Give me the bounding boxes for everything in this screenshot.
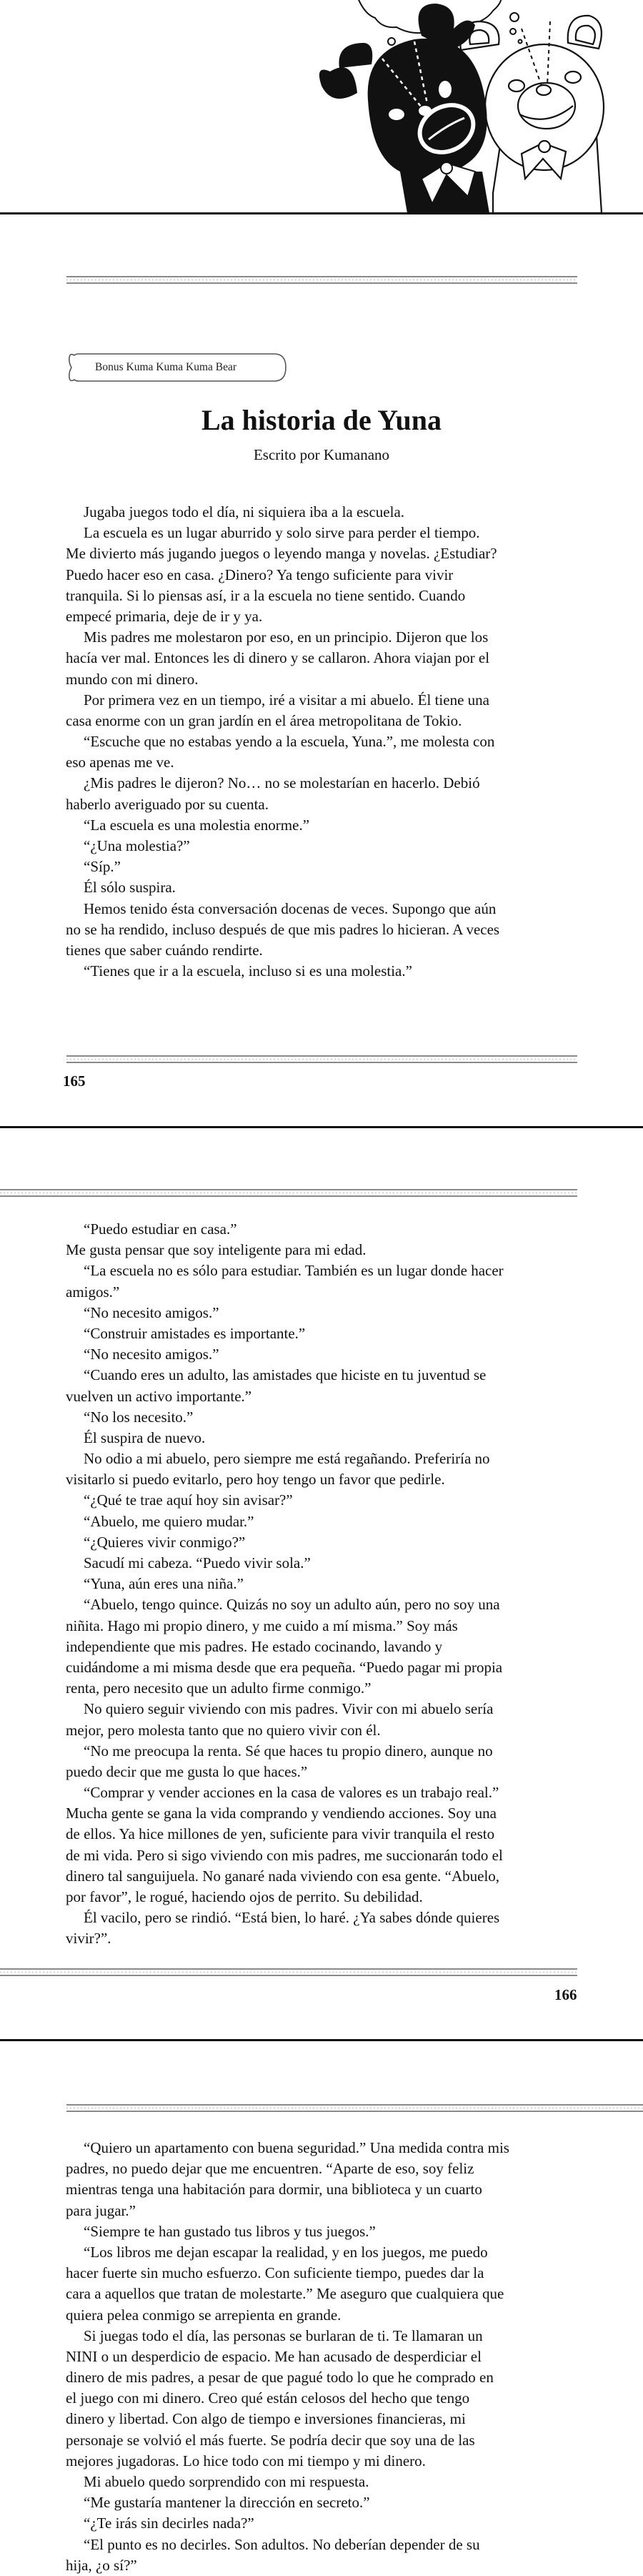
text-line: “Yuna, aún eres una niña.” [84,1575,244,1593]
page-separator [0,2039,643,2041]
text-line: dinero y libertad. Con algo de tiempo e inversiones financieras, mi [66,2410,466,2428]
text-line: “Quiero un apartamento con buena seguridad.” Una medida contra mis [84,2139,509,2156]
text-line: “La escuela es una molestia enorme.” [84,816,310,834]
footer-rule [0,1968,577,1976]
page-separator [0,212,643,214]
text-line: “No necesito amigos.” [84,1346,219,1363]
text-line: cuidándome a mi misma desde que era pequeña. “Puedo pagar mi propia [66,1658,503,1676]
text-line: Él sólo suspira. [84,879,176,897]
page-number: 166 [554,1986,577,2003]
text-line: personaje se volvió el más fuerte. Se podría decir que soy una de las [66,2431,475,2449]
text-line: dinero de mis padres, a pesar de que pagué todo lo que he comprado en [66,2369,494,2387]
text-line: “¿Te irás sin decirles nada?” [84,2515,254,2532]
text-line: visitarlo si puedo evitarlo, pero hoy tengo un favor que pedirle. [66,1471,445,1489]
text-line: haberlo averiguado por su cuenta. [66,795,269,813]
text-line: el juego con mi dinero. Creo qué están celosos del hecho que tengo [66,2389,470,2407]
chapter-author: Escrito por Kumanano [253,446,390,463]
text-line: Mis padres me molestaron por eso, en un principio. Dijeron que los [84,628,489,646]
text-line: “No me preocupa la renta. Sé que haces tu propio dinero, aunque no [84,1742,493,1760]
text-line: hacía ver mal. Entonces les di dinero y se callaron. Ahora viajan por el [66,649,490,667]
text-line: amigos.” [66,1283,120,1301]
text-line: padres, no puedo dejar que me encuentren. “Aparte de eso, soy feliz [66,2160,474,2178]
text-line: mundo con mi dinero. [66,670,199,688]
text-line: “¿Quieres vivir conmigo?” [84,1533,246,1551]
text-line: “No necesito amigos.” [84,1303,219,1321]
text-line: mejor, pero molesta tanto que no quiero vivir con él. [66,1721,381,1739]
page-separator [0,1126,643,1128]
text-line: empecé primaria, deje de ir y ya. [66,607,263,625]
text-line: no se ha rendido, incluso después de que mis padres lo hicieran. A veces [66,920,500,938]
text-line: mejores jugadoras. Lo hice todo con mi tiempo y mi dinero. [66,2452,426,2469]
text-line: “Síp.” [84,858,121,876]
header-rule [0,1189,577,1197]
text-line: Sacudí mi cabeza. “Puedo vivir sola.” [84,1554,311,1571]
text-line: No odio a mi abuelo, pero siempre me está regañando. Preferiría no [84,1450,490,1468]
footer-rule [66,1055,577,1063]
text-line: puedo decir que me gusta lo que haces.” [66,1762,308,1780]
text-line: La escuela es un lugar aburrido y solo sirve para perder el tiempo. [84,524,480,542]
text-line: “Puedo estudiar en casa.” [84,1220,237,1238]
text-line: “Tienes que ir a la escuela, incluso si es una molestia.” [84,962,412,980]
text-line: “Construir amistades es importante.” [84,1324,306,1342]
page-167-text [66,2138,577,2576]
text-line: niñita. Hago mi propio dinero, y me cuido a mí misma.” Soy más [66,1617,458,1634]
page-165-text [66,502,577,982]
text-line: para jugar.” [66,2201,136,2219]
text-line: mientras tenga una habitación para dormir, una biblioteca y un cuarto [66,2181,482,2199]
text-line: “Abuelo, me quiero mudar.” [84,1512,254,1530]
text-line: tranquila. Si lo piensas así, ir a la escuela no tiene sentido. Cuando [66,586,466,604]
text-line: hacer fuerte sin mucho esfuerzo. Con suficiente tiempo, puedes dar la [66,2264,484,2282]
text-line: hija, ¿o sí?” [66,2556,137,2574]
text-line: Por primera vez en un tiempo, iré a visitar a mi abuelo. Él tiene una [84,691,489,709]
text-line: cara a aquellos que tratan de molestarte.” Me aseguro que cualquiera que [66,2285,504,2303]
chapter-title: La historia de Yuna [201,404,442,436]
text-line: de mi vida. Pero si sigo viviendo con mis padres, me succionarán todo el [66,1846,503,1864]
text-line: Mucha gente se gana la vida comprando y vendiendo acciones. Soy una [66,1805,497,1822]
text-line: Me divierto más jugando juegos o leyendo manga y novelas. ¿Estudiar? [66,545,497,563]
badge-label: Bonus Kuma Kuma Kuma Bear [95,361,237,373]
text-line: Si juegas todo el día, las personas se burlaran de ti. Te llamaran un [84,2326,483,2344]
text-line: Él suspira de nuevo. [84,1428,206,1446]
bear-illustration [314,0,643,213]
text-line: “El punto es no decirles. Son adultos. No deberían depender de su [84,2535,480,2553]
text-line: por favor”, le rogué, haciendo ojos de perrito. Su debilidad. [66,1888,423,1905]
text-line: ¿Mis padres le dijeron? No… no se molestarían en hacerlo. Debió [84,774,480,792]
text-line: “Comprar y vender acciones en la casa de valores es un trabajo real.” [84,1784,499,1802]
black-bear [319,4,489,213]
text-line: No quiero seguir viviendo con mis padres. Vivir con mi abuelo sería [84,1700,494,1718]
text-line: Me gusta pensar que soy inteligente para mi edad. [66,1241,367,1259]
text-line: “Me gustaría mantener la dirección en secreto.” [84,2494,370,2512]
page-number: 165 [63,1072,86,1090]
header-rule [66,276,577,284]
text-line: “Escuche que no estabas yendo a la escuela, Yuna.”, me molesta con [84,733,495,751]
text-line: vuelven un activo importante.” [66,1387,252,1405]
page-166-text [66,1219,577,1950]
text-line: renta, pero necesito que un adulto firme conmigo.” [66,1679,372,1697]
text-line: Jugaba juegos todo el día, ni siquiera iba a la escuela. [84,503,405,520]
text-line: “Cuando eres un adulto, las amistades que hiciste en tu juventud se [84,1366,487,1384]
text-line: “La escuela no es sólo para estudiar. También es un lugar donde hacer [84,1262,504,1280]
series-badge [69,352,287,383]
text-line: dinero tal sanguijuela. No ganaré nada viviendo con esa gente. “Abuelo, [66,1867,500,1885]
text-line: Hemos tenido ésta conversación docenas de veces. Supongo que aún [84,899,497,917]
header-rule [66,2104,643,2112]
text-line: “¿Qué te trae aquí hoy sin avisar?” [84,1491,293,1509]
text-line: NINI o un desperdicio de espacio. Me han acusado de desperdiciar el [66,2347,482,2365]
text-line: eso apenas me ve. [66,754,174,771]
text-line: vivir?”. [66,1930,111,1948]
text-line: “No los necesito.” [84,1408,194,1426]
text-line: independiente que mis padres. He estado cocinando, lavando y [66,1637,443,1655]
text-line: Él vacilo, pero se rindió. “Está bien, lo haré. ¿Ya sabes dónde quieres [84,1909,500,1927]
text-line: “Los libros me dejan escapar la realidad, y en los juegos, me puedo [84,2243,488,2261]
text-line: tienes que saber cuándo rendirte. [66,941,263,959]
text-line: “Abuelo, tengo quince. Quizás no soy un adulto aún, pero no soy una [84,1596,500,1614]
text-line: quiera pelea conmigo se arrepienta en grande. [66,2306,342,2324]
text-line: casa enorme con un gran jardín en el área metropolitana de Tokio. [66,711,462,729]
text-line: Puedo hacer eso en casa. ¿Dinero? Ya tengo suficiente para vivir [66,566,454,583]
text-line: de ellos. Ya hice millones de yen, suficiente para vivir tranquila el resto [66,1825,495,1843]
text-line: Mi abuelo quedo sorprendido con mi respuesta. [84,2473,369,2490]
text-line: “Siempre te han gustado tus libros y tus juegos.” [84,2222,376,2240]
text-line: “¿Una molestia?” [84,837,190,854]
